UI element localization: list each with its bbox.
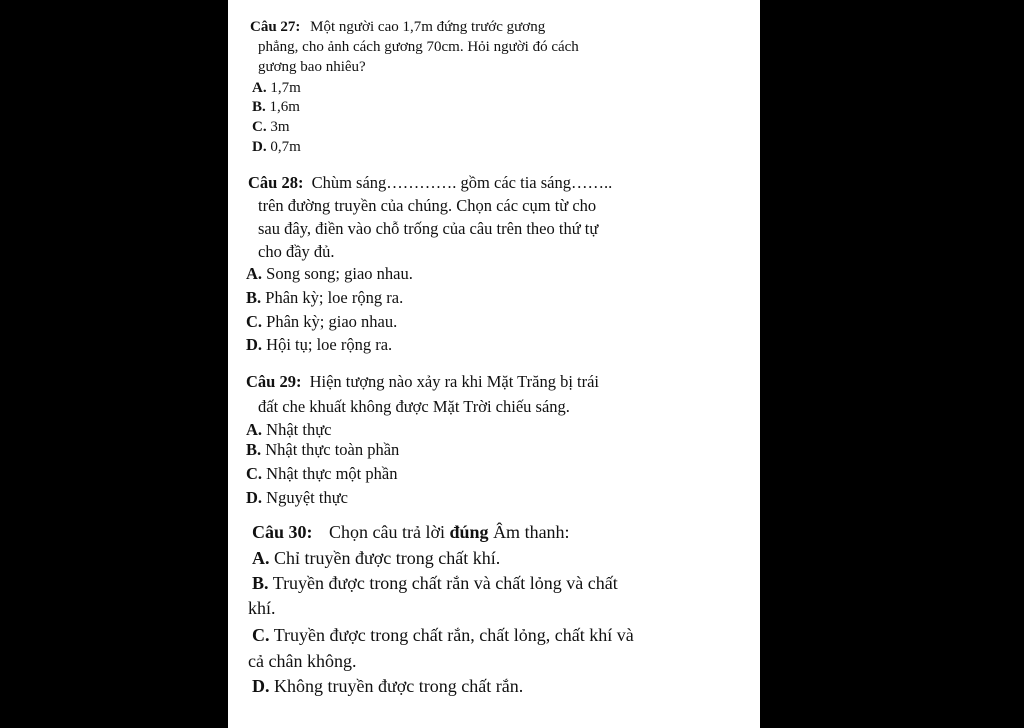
option-letter: B.	[252, 573, 269, 593]
option-letter: C.	[252, 119, 267, 135]
option-text: Truyền được trong chất rắn, chất lỏng, chất khí và	[273, 625, 634, 645]
option-text: Nhật thực toàn phần	[265, 440, 400, 459]
question-stem: phẳng, cho ảnh cách gương 70cm. Hỏi người đó cách	[258, 39, 579, 55]
question-stem: đất che khuất không được Mặt Trời chiếu sáng.	[258, 397, 570, 416]
option-text: Nhật thực	[266, 420, 332, 439]
question-stem-emphasis: đúng	[449, 522, 489, 542]
answer-option-c	[252, 120, 290, 135]
option-letter: A.	[252, 80, 267, 96]
question-28-line-1	[248, 175, 612, 192]
answer-option-a	[252, 549, 500, 567]
question-stem: Hiện tượng nào xảy ra khi Mặt Trăng bị trái	[309, 372, 600, 391]
option-text: Nhật thực một phần	[266, 464, 398, 483]
option-letter: B.	[246, 288, 262, 307]
question-stem: cho đầy đủ.	[258, 242, 335, 261]
question-stem: Chùm sáng…………. gồm các tia sáng……..	[311, 173, 613, 192]
document-page	[228, 0, 760, 728]
answer-option-b	[246, 442, 399, 459]
answer-option-c	[246, 314, 397, 331]
option-text-continued: cả chân không.	[248, 651, 357, 671]
answer-option-a	[246, 266, 413, 283]
question-29-line-1	[246, 374, 599, 391]
answer-option-c	[246, 466, 397, 483]
option-letter: A.	[246, 420, 263, 439]
question-30-line-1	[252, 523, 570, 541]
option-letter: D.	[246, 488, 263, 507]
option-text: Chỉ truyền được trong chất khí.	[274, 548, 501, 568]
option-text: Nguyệt thực	[266, 488, 348, 507]
option-letter: B.	[252, 99, 266, 115]
option-text: Phân kỳ; loe rộng ra.	[265, 288, 404, 307]
question-stem: trên đường truyền của chúng. Chọn các cụm từ cho	[258, 196, 597, 215]
question-number: Câu 28:	[248, 173, 304, 192]
question-stem: sau đây, điền vào chỗ trống của câu trên theo thứ tự	[258, 219, 599, 238]
answer-option-a	[252, 81, 301, 96]
question-number: Câu 30:	[252, 522, 313, 542]
option-text: Song song; giao nhau.	[266, 264, 413, 283]
answer-option-d	[252, 140, 301, 155]
question-number: Câu 27:	[250, 19, 301, 35]
question-stem: Chọn câu trả lời	[329, 522, 446, 542]
answer-option-a	[246, 422, 331, 439]
option-text: Phân kỳ; giao nhau.	[266, 312, 398, 331]
option-text: 1,6m	[269, 99, 300, 115]
option-letter: C.	[246, 312, 263, 331]
option-text: Truyền được trong chất rắn và chất lỏng và chất	[272, 573, 618, 593]
answer-option-d	[246, 490, 348, 507]
option-letter: C.	[252, 625, 270, 645]
question-stem: Một người cao 1,7m đứng trước gương	[310, 19, 546, 35]
answer-option-d	[246, 337, 392, 354]
option-letter: D.	[246, 335, 263, 354]
answer-option-d	[252, 677, 523, 695]
option-text-continued: khí.	[248, 598, 276, 618]
question-stem: gương bao nhiêu?	[258, 59, 366, 75]
option-letter: B.	[246, 440, 262, 459]
answer-option-c	[252, 626, 634, 644]
question-number: Câu 29:	[246, 372, 302, 391]
option-text: 0,7m	[270, 139, 301, 155]
option-letter: A.	[246, 264, 263, 283]
option-text: 3m	[270, 119, 290, 135]
option-text: Không truyền được trong chất rắn.	[274, 676, 524, 696]
answer-option-b	[252, 574, 618, 592]
option-letter: A.	[252, 548, 270, 568]
option-text: 1,7m	[270, 80, 301, 96]
option-letter: D.	[252, 676, 270, 696]
answer-option-b	[252, 100, 300, 115]
option-text: Hội tụ; loe rộng ra.	[266, 335, 393, 354]
option-letter: D.	[252, 139, 267, 155]
question-27-line-1	[250, 20, 545, 35]
question-stem: Âm thanh:	[493, 522, 570, 542]
answer-option-b	[246, 290, 403, 307]
option-letter: C.	[246, 464, 263, 483]
